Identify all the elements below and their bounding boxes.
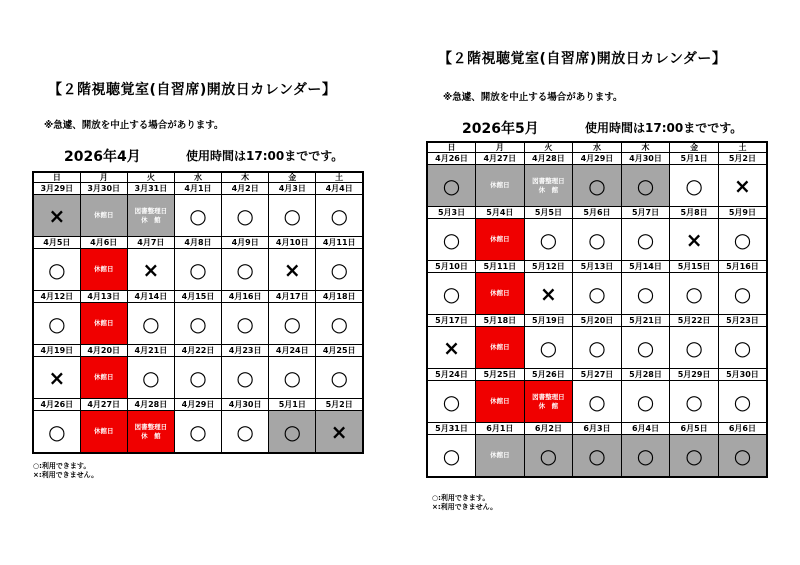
status-row <box>33 195 363 237</box>
available-mark: ○ <box>316 249 363 291</box>
available-mark: ○ <box>222 357 269 399</box>
date-cell: 5月21日 <box>621 315 670 327</box>
status-row <box>33 357 363 399</box>
weekday-header: 日 <box>427 142 476 153</box>
available-mark: ○ <box>174 249 221 291</box>
date-cell: 5月26日 <box>524 369 573 381</box>
date-cell: 4月27日 <box>80 399 127 411</box>
date-cell: 5月24日 <box>427 369 476 381</box>
date-cell: 4月9日 <box>222 237 269 249</box>
date-cell: 5月8日 <box>670 207 719 219</box>
weekday-header: 火 <box>524 142 573 153</box>
date-row <box>33 237 363 249</box>
status-row <box>427 165 767 207</box>
date-cell: 6月6日 <box>718 423 767 435</box>
weekday-header: 木 <box>621 142 670 153</box>
month-heading: 2026年4月 <box>64 149 141 165</box>
date-cell: 4月7日 <box>127 237 174 249</box>
date-cell: 5月29日 <box>670 369 719 381</box>
calendar-title: 【２階視聴覚室(自習席)開放日カレンダー】 <box>438 51 727 67</box>
unavailable-mark: × <box>524 273 573 315</box>
weekday-header: 土 <box>316 172 363 183</box>
calendar-table <box>426 141 768 478</box>
date-cell: 5月15日 <box>670 261 719 273</box>
available-mark: ○ <box>127 357 174 399</box>
hours-text: 使用時間は17:00までです。 <box>186 149 344 163</box>
date-cell: 5月25日 <box>476 369 525 381</box>
available-mark: ○ <box>573 327 622 369</box>
legend <box>432 494 497 512</box>
weekday-header-row <box>427 142 767 153</box>
closed-day-label: 休館日 <box>80 249 127 291</box>
unavailable-mark: × <box>33 195 80 237</box>
unavailable-mark: × <box>33 357 80 399</box>
date-cell: 5月13日 <box>573 261 622 273</box>
calendar-table <box>32 171 364 454</box>
date-cell: 5月16日 <box>718 261 767 273</box>
weekday-header: 月 <box>476 142 525 153</box>
weekday-header: 水 <box>573 142 622 153</box>
library-maintenance-label: 図書整理日 休 館 <box>127 195 174 237</box>
date-cell: 4月20日 <box>80 345 127 357</box>
status-row <box>427 435 767 478</box>
calendar-title: 【２階視聴覚室(自習席)開放日カレンダー】 <box>48 82 337 98</box>
date-row <box>427 261 767 273</box>
date-cell: 5月28日 <box>621 369 670 381</box>
available-mark: ○ <box>621 219 670 261</box>
date-row <box>33 291 363 303</box>
available-mark: ○ <box>316 357 363 399</box>
legend <box>33 462 98 480</box>
date-cell: 4月3日 <box>269 183 316 195</box>
available-mark: ○ <box>621 165 670 207</box>
available-mark: ○ <box>718 381 767 423</box>
date-cell: 5月7日 <box>621 207 670 219</box>
available-mark: ○ <box>269 303 316 345</box>
available-mark: ○ <box>427 219 476 261</box>
available-mark: ○ <box>718 219 767 261</box>
date-cell: 5月3日 <box>427 207 476 219</box>
available-mark: ○ <box>269 357 316 399</box>
date-cell: 4月5日 <box>33 237 80 249</box>
date-cell: 5月12日 <box>524 261 573 273</box>
closed-day-label: 休館日 <box>476 273 525 315</box>
date-cell: 4月21日 <box>127 345 174 357</box>
status-row <box>427 327 767 369</box>
date-cell: 4月17日 <box>269 291 316 303</box>
closed-day-label: 休館日 <box>80 411 127 454</box>
available-mark: ○ <box>573 381 622 423</box>
status-row <box>427 381 767 423</box>
date-cell: 5月27日 <box>573 369 622 381</box>
date-cell: 4月30日 <box>621 153 670 165</box>
available-mark: ○ <box>427 273 476 315</box>
closed-day-label: 休館日 <box>476 435 525 478</box>
status-row <box>427 273 767 315</box>
available-mark: ○ <box>670 165 719 207</box>
available-mark: ○ <box>33 303 80 345</box>
available-mark: ○ <box>269 411 316 454</box>
available-mark: ○ <box>621 435 670 478</box>
available-mark: ○ <box>718 435 767 478</box>
available-mark: ○ <box>316 195 363 237</box>
closed-day-label: 休館日 <box>80 303 127 345</box>
available-mark: ○ <box>670 435 719 478</box>
date-cell: 4月12日 <box>33 291 80 303</box>
closed-day-label: 休館日 <box>476 165 525 207</box>
available-mark: ○ <box>524 327 573 369</box>
available-mark: ○ <box>174 357 221 399</box>
date-cell: 4月15日 <box>174 291 221 303</box>
available-mark: ○ <box>524 219 573 261</box>
date-cell: 5月1日 <box>670 153 719 165</box>
date-cell: 4月27日 <box>476 153 525 165</box>
available-mark: ○ <box>222 303 269 345</box>
date-row <box>33 183 363 195</box>
unavailable-mark: × <box>269 249 316 291</box>
status-row <box>33 303 363 345</box>
date-cell: 4月26日 <box>33 399 80 411</box>
date-cell: 4月6日 <box>80 237 127 249</box>
date-cell: 4月22日 <box>174 345 221 357</box>
unavailable-mark: × <box>718 165 767 207</box>
date-cell: 5月5日 <box>524 207 573 219</box>
closed-day-label: 休館日 <box>80 357 127 399</box>
closed-day-label: 休館日 <box>476 219 525 261</box>
available-mark: ○ <box>718 273 767 315</box>
available-mark: ○ <box>670 327 719 369</box>
available-mark: ○ <box>174 195 221 237</box>
date-cell: 6月5日 <box>670 423 719 435</box>
date-cell: 4月11日 <box>316 237 363 249</box>
weekday-header: 金 <box>269 172 316 183</box>
available-mark: ○ <box>670 381 719 423</box>
unavailable-mark: × <box>316 411 363 454</box>
unavailable-mark: × <box>670 219 719 261</box>
available-mark: ○ <box>174 411 221 454</box>
available-mark: ○ <box>316 303 363 345</box>
closed-day-label: 休館日 <box>80 195 127 237</box>
date-cell: 4月28日 <box>127 399 174 411</box>
date-row <box>427 315 767 327</box>
available-mark: ○ <box>573 165 622 207</box>
available-mark: ○ <box>174 303 221 345</box>
date-cell: 6月4日 <box>621 423 670 435</box>
unavailable-mark: × <box>127 249 174 291</box>
library-maintenance-label: 図書整理日 休 館 <box>524 381 573 423</box>
available-mark: ○ <box>33 411 80 454</box>
weekday-header: 水 <box>174 172 221 183</box>
date-cell: 4月26日 <box>427 153 476 165</box>
date-cell: 5月6日 <box>573 207 622 219</box>
legend-available: ○:利用できます。 <box>432 494 490 502</box>
hours-text: 使用時間は17:00までです。 <box>585 121 743 135</box>
closed-day-label: 休館日 <box>476 381 525 423</box>
weekday-header: 月 <box>80 172 127 183</box>
date-cell: 4月2日 <box>222 183 269 195</box>
available-mark: ○ <box>127 303 174 345</box>
available-mark: ○ <box>427 435 476 478</box>
date-cell: 4月24日 <box>269 345 316 357</box>
date-row <box>427 153 767 165</box>
available-mark: ○ <box>621 327 670 369</box>
date-cell: 4月16日 <box>222 291 269 303</box>
notice-text: ※急遽、開放を中止する場合があります。 <box>443 92 623 103</box>
date-cell: 3月29日 <box>33 183 80 195</box>
date-cell: 4月13日 <box>80 291 127 303</box>
weekday-header-row <box>33 172 363 183</box>
status-row <box>33 249 363 291</box>
available-mark: ○ <box>670 273 719 315</box>
date-cell: 5月22日 <box>670 315 719 327</box>
date-cell: 5月2日 <box>316 399 363 411</box>
status-row <box>427 219 767 261</box>
date-cell: 4月30日 <box>222 399 269 411</box>
date-cell: 4月25日 <box>316 345 363 357</box>
date-cell: 3月31日 <box>127 183 174 195</box>
date-cell: 5月17日 <box>427 315 476 327</box>
date-cell: 4月8日 <box>174 237 221 249</box>
available-mark: ○ <box>573 273 622 315</box>
date-cell: 4月28日 <box>524 153 573 165</box>
available-mark: ○ <box>222 195 269 237</box>
date-row <box>33 399 363 411</box>
date-cell: 4月29日 <box>573 153 622 165</box>
date-cell: 4月29日 <box>174 399 221 411</box>
date-cell: 5月31日 <box>427 423 476 435</box>
date-cell: 5月11日 <box>476 261 525 273</box>
weekday-header: 土 <box>718 142 767 153</box>
date-cell: 4月14日 <box>127 291 174 303</box>
notice-text: ※急遽、開放を中止する場合があります。 <box>44 120 224 131</box>
date-cell: 5月10日 <box>427 261 476 273</box>
date-row <box>427 207 767 219</box>
available-mark: ○ <box>222 249 269 291</box>
date-cell: 4月19日 <box>33 345 80 357</box>
date-cell: 5月19日 <box>524 315 573 327</box>
date-cell: 6月1日 <box>476 423 525 435</box>
library-maintenance-label: 図書整理日 休 館 <box>524 165 573 207</box>
date-cell: 4月4日 <box>316 183 363 195</box>
date-cell: 5月9日 <box>718 207 767 219</box>
date-cell: 4月23日 <box>222 345 269 357</box>
available-mark: ○ <box>33 249 80 291</box>
date-cell: 4月10日 <box>269 237 316 249</box>
date-cell: 5月18日 <box>476 315 525 327</box>
available-mark: ○ <box>573 435 622 478</box>
available-mark: ○ <box>269 195 316 237</box>
date-cell: 3月30日 <box>80 183 127 195</box>
date-cell: 5月23日 <box>718 315 767 327</box>
weekday-header: 木 <box>222 172 269 183</box>
date-cell: 5月14日 <box>621 261 670 273</box>
date-cell: 6月2日 <box>524 423 573 435</box>
date-row <box>427 369 767 381</box>
legend-unavailable: ×:利用できません。 <box>432 503 498 511</box>
month-heading: 2026年5月 <box>462 121 539 137</box>
date-cell: 4月18日 <box>316 291 363 303</box>
available-mark: ○ <box>427 381 476 423</box>
date-cell: 5月4日 <box>476 207 525 219</box>
weekday-header: 日 <box>33 172 80 183</box>
library-maintenance-label: 図書整理日 休 館 <box>127 411 174 454</box>
available-mark: ○ <box>621 381 670 423</box>
available-mark: ○ <box>718 327 767 369</box>
date-cell: 6月3日 <box>573 423 622 435</box>
date-row <box>427 423 767 435</box>
date-cell: 4月1日 <box>174 183 221 195</box>
unavailable-mark: × <box>427 327 476 369</box>
legend-unavailable: ×:利用できません。 <box>33 471 99 479</box>
date-cell: 5月2日 <box>718 153 767 165</box>
available-mark: ○ <box>222 411 269 454</box>
available-mark: ○ <box>524 435 573 478</box>
closed-day-label: 休館日 <box>476 327 525 369</box>
available-mark: ○ <box>427 165 476 207</box>
date-cell: 5月1日 <box>269 399 316 411</box>
date-row <box>33 345 363 357</box>
status-row <box>33 411 363 454</box>
weekday-header: 金 <box>670 142 719 153</box>
legend-available: ○:利用できます。 <box>33 462 91 470</box>
available-mark: ○ <box>621 273 670 315</box>
weekday-header: 火 <box>127 172 174 183</box>
date-cell: 5月20日 <box>573 315 622 327</box>
date-cell: 5月30日 <box>718 369 767 381</box>
available-mark: ○ <box>573 219 622 261</box>
